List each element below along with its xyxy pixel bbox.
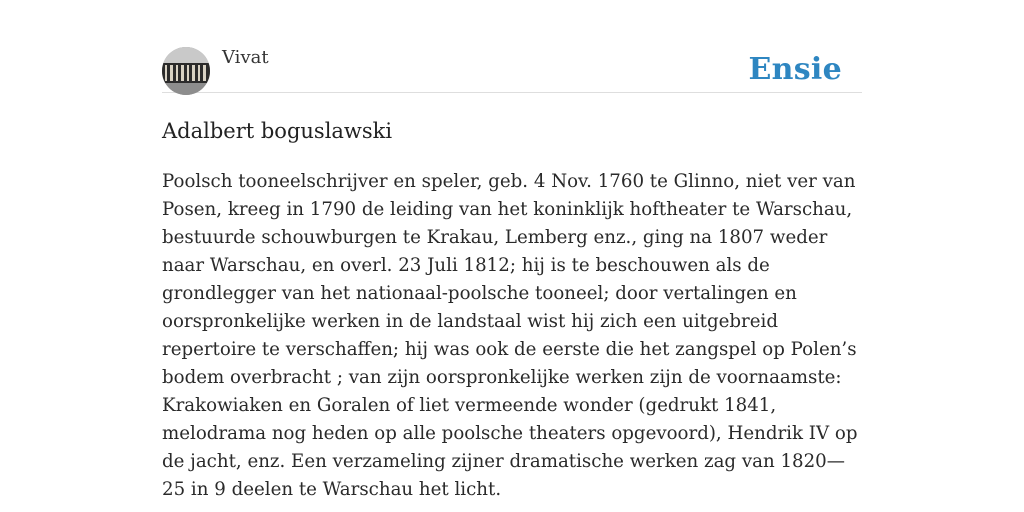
article-body: Poolsch tooneelschrijver en speler, geb. 4 Nov. 1760 te Glinno, niet ver van Posen, kreeg in 1790 de leiding van het koninklijk hoftheater te Warschau, bestuurde schouwburgen te Krakau, Lemberg enz., ging na 1807 weder naar Warschau, en overl. 23 Juli 1812; hij is te beschouwen als de grondlegger van het nationaal-poolsche tooneel; door vertalingen en oorspronkelijke werken in de landstaal wist hij zich een uitgebreid repertoire te verschaffen; hij was ook de eerste die het zangspel op Polen’s bodem overbracht ; van zijn oorspronkelijke werken zijn de voornaamste: Krakowiaken en Goralen of liet vermeende wonder (gedrukt 1841, melodrama nog heden op alle poolsche theaters opgevoord), Hendrik IV op de jacht, enz. Een verzameling zijner dramatische werken zag van 1820—25 in 9 deelen te Warschau het licht. [162,171,858,500]
source-avatar[interactable] [162,47,210,95]
source-name[interactable]: Vivat [222,47,269,68]
header [162,46,862,93]
brand-logo[interactable]: Ensie [748,52,842,87]
book-spines-icon [162,47,210,95]
article-title: Adalbert boguslawski [162,119,393,143]
